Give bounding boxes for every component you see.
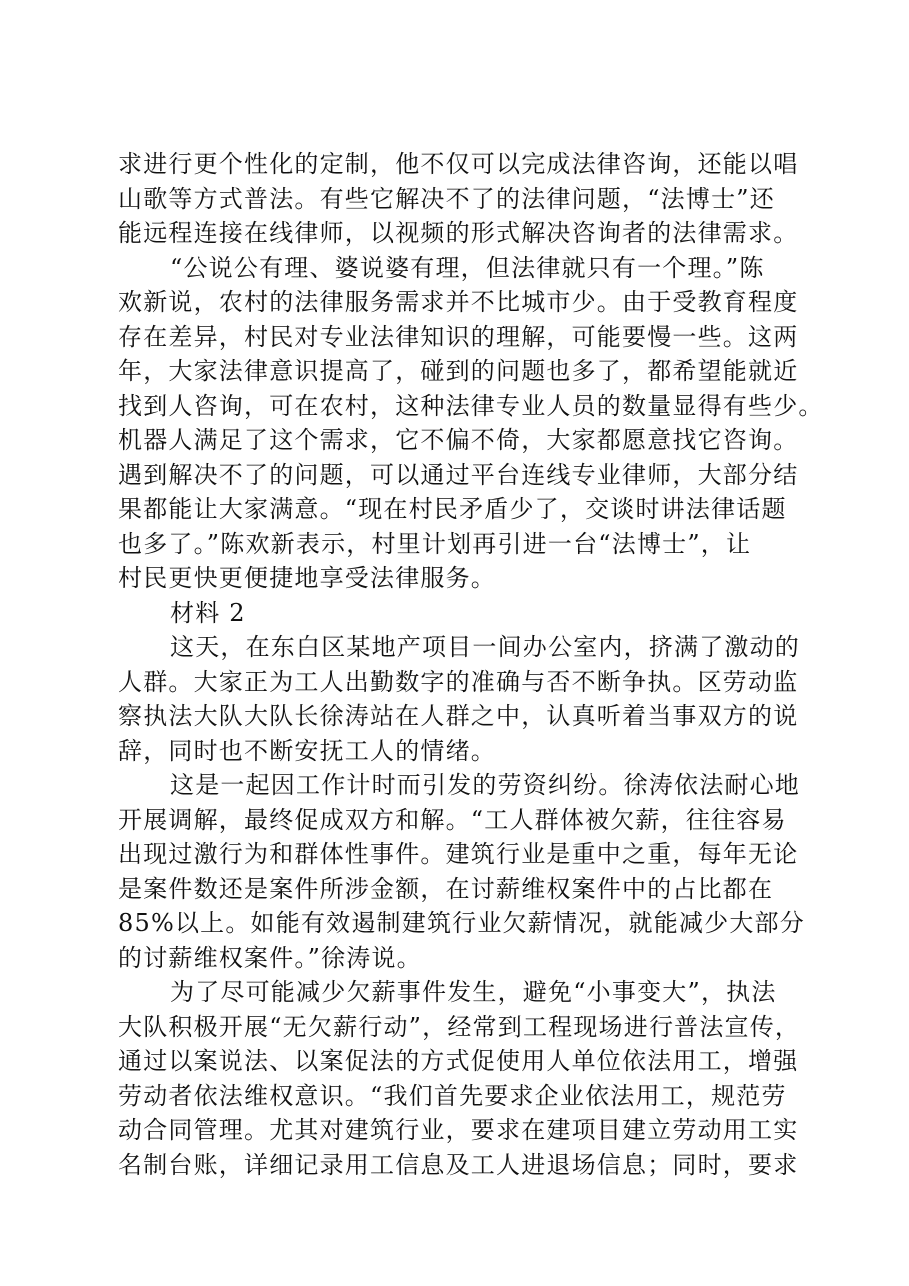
text-line: 人群。大家正为工人出勤数字的准确与否不断争执。区劳动监 [118,667,799,696]
text-line: 山歌等方式普法。有些它解决不了的法律问题，“法博士”还 [118,184,775,213]
text-line: 开展调解，最终促成双方和解。“工人群体被欠薪，往往容易 [118,805,787,834]
text-line: 村民更快更便捷地享受法律服务。 [118,564,496,592]
text-line: 果都能让大家满意。“现在村民矛盾少了，交谈时讲法律话题 [118,495,787,523]
text-line: 求进行更个性化的定制，他不仅可以完成法律咨询，还能以唱 [118,150,799,178]
text-line: “公说公有理、婆说婆有理，但法律就只有一个理。”陈 [170,253,765,282]
text-line: 劳动者依法维权意识。“我们首先要求企业依法用工，规范劳 [118,1081,787,1110]
text-line: 通过以案说法、以案促法的方式促使用人单位依法用工，增强 [118,1047,799,1075]
text-line: 能远程连接在线律师，以视频的形式解决咨询者的法律需求。 [118,219,799,247]
text-line: 年，大家法律意识提高了，碰到的问题也多了，都希望能就近 [118,357,799,385]
text-line: 85%以上。如能有效遏制建筑行业欠薪情况，就能减少大部分 [118,909,805,937]
text-line: 存在差异，村民对专业法律知识的理解，可能要慢一些。这两 [118,322,799,351]
text-line: 材料 2 [170,598,246,627]
text-line: 察执法大队大队长徐涛站在人群之中，认真听着当事双方的说 [118,702,799,730]
text-line: 这是一起因工作计时而引发的劳资纠纷。徐涛依法耐心地 [170,771,800,799]
text-line: 也多了。”陈欢新表示，村里计划再引进一台“法博士”，让 [118,529,752,558]
text-line: 出现过激行为和群体性事件。建筑行业是重中之重，每年无论 [118,840,799,868]
text-line: 机器人满足了这个需求，它不偏不倚，大家都愿意找它咨询。 [118,426,799,454]
document-body [118,147,824,1182]
text-line: 找到人咨询，可在农村，这种法律专业人员的数量显得有些少。 [118,391,824,420]
text-line: 的讨薪维权案件。”徐涛说。 [118,943,422,972]
text-line: 欢新说，农村的法律服务需求并不比城市少。由于受教育程度 [118,288,799,316]
text-line: 大队积极开展“无欠薪行动”，经常到工程现场进行普法宣传， [118,1012,801,1041]
text-line: 遇到解决不了的问题，可以通过平台连线专业律师，大部分结 [118,460,799,489]
text-line: 是案件数还是案件所涉金额，在讨薪维权案件中的占比都在 [118,874,774,903]
text-line: 动合同管理。尤其对建筑行业，要求在建项目建立劳动用工实 [118,1116,799,1144]
text-line: 名制台账，详细记录用工信息及工人进退场信息；同时，要求 [118,1150,799,1179]
text-line: 辞，同时也不断安抚工人的情绪。 [118,736,496,765]
text-line: 为了尽可能减少欠薪事件发生，避免“小事变大”，执法 [170,978,777,1006]
text-line: 这天，在东白区某地产项目一间办公室内，挤满了激动的 [170,633,800,661]
